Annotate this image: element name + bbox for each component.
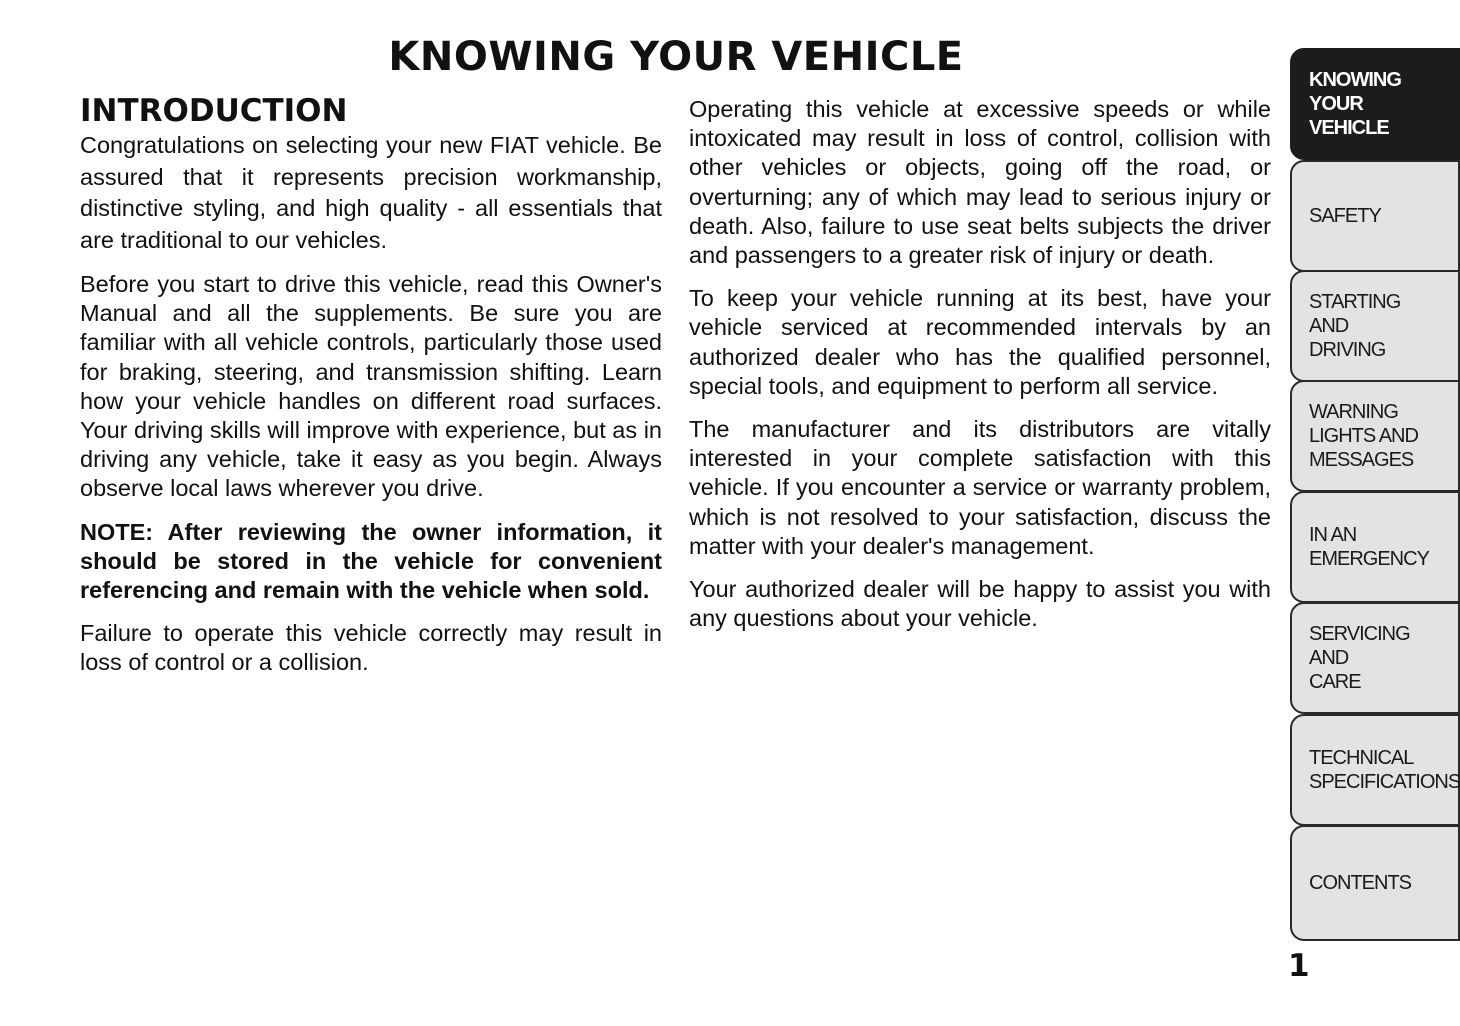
paragraph-excessive-speeds: Operating this vehicle at excessive speeds or while intoxicated may result in loss of control, collision with other vehicles or objects, going off the road, or overturning; any of which may lead to serious injury or death. Also, failure to use seat belts subjects the driver and passengers to a greater risk of injury or death. — [689, 96, 1271, 269]
tab-starting-and-driving[interactable] — [1290, 270, 1460, 382]
left-column — [80, 94, 662, 692]
paragraph-dealer-assist: Your authorized dealer will be happy to assist you with any questions about your vehicle. — [689, 576, 1271, 632]
tab-knowing-your-vehicle[interactable] — [1290, 48, 1460, 160]
paragraph-before-you-drive: Before you start to drive this vehicle, read this Owner's Manual and all the supplements. Be sure you are familiar with all vehicle controls, particularly those used for braking, steering, and transmission shifting. Learn how your vehicle handles on different road surfaces. Your driving skills will improve with experience, but as in driving any vehicle, take it easy as you begin. Always observe local laws wherever you drive. — [80, 271, 662, 502]
paragraph-congratulations: Congratulations on selecting your new FIAT vehicle. Be assured that it represents precision workmanship, distinctive styling, and high quality - all essentials that are traditional to our vehicles. — [80, 132, 662, 253]
paragraph-failure-to-operate: Failure to operate this vehicle correctly may result in loss of control or a collision. — [80, 620, 662, 676]
right-column — [689, 95, 1271, 647]
tab-label: IN AN EMERGENCY — [1309, 524, 1429, 570]
tab-contents[interactable] — [1290, 825, 1460, 941]
tab-label: STARTING AND DRIVING — [1309, 291, 1401, 361]
tab-safety[interactable] — [1290, 160, 1460, 272]
page-number: 1 — [1288, 948, 1310, 984]
section-heading-introduction: INTRODUCTION — [80, 93, 348, 129]
tab-label: SAFETY — [1309, 205, 1381, 227]
side-nav — [1290, 48, 1460, 943]
paragraph-serviced-intervals: To keep your vehicle running at its best, have your vehicle serviced at recommended intervals by an authorized dealer who has the qualified personnel, special tools, and equipment to perform all service. — [689, 285, 1271, 399]
tab-servicing-and-care[interactable] — [1290, 602, 1460, 714]
tab-technical-specifications[interactable] — [1290, 714, 1460, 826]
tab-label: WARNING LIGHTS AND MESSAGES — [1309, 401, 1418, 471]
tab-label: SERVICING AND CARE — [1309, 623, 1410, 693]
paragraph-manufacturer-satisfaction: The manufacturer and its distributors are vitally interested in your complete satisfaction with this vehicle. If you encounter a service or warranty problem, which is not resolved to your satisfaction, discuss the matter with your dealer's management. — [689, 416, 1271, 559]
note-paragraph: NOTE: After reviewing the owner information, it should be stored in the vehicle for convenient referencing and remain with the vehicle when sold. — [80, 518, 662, 604]
tab-label: CONTENTS — [1309, 872, 1411, 894]
tab-label: TECHNICAL SPECIFICATIONS — [1309, 747, 1460, 793]
tab-warning-lights-and-messages[interactable] — [1290, 380, 1460, 492]
tab-in-an-emergency[interactable] — [1290, 491, 1460, 603]
tab-label: KNOWING YOUR VEHICLE — [1309, 69, 1401, 139]
page-title: KNOWING YOUR VEHICLE — [388, 34, 964, 80]
